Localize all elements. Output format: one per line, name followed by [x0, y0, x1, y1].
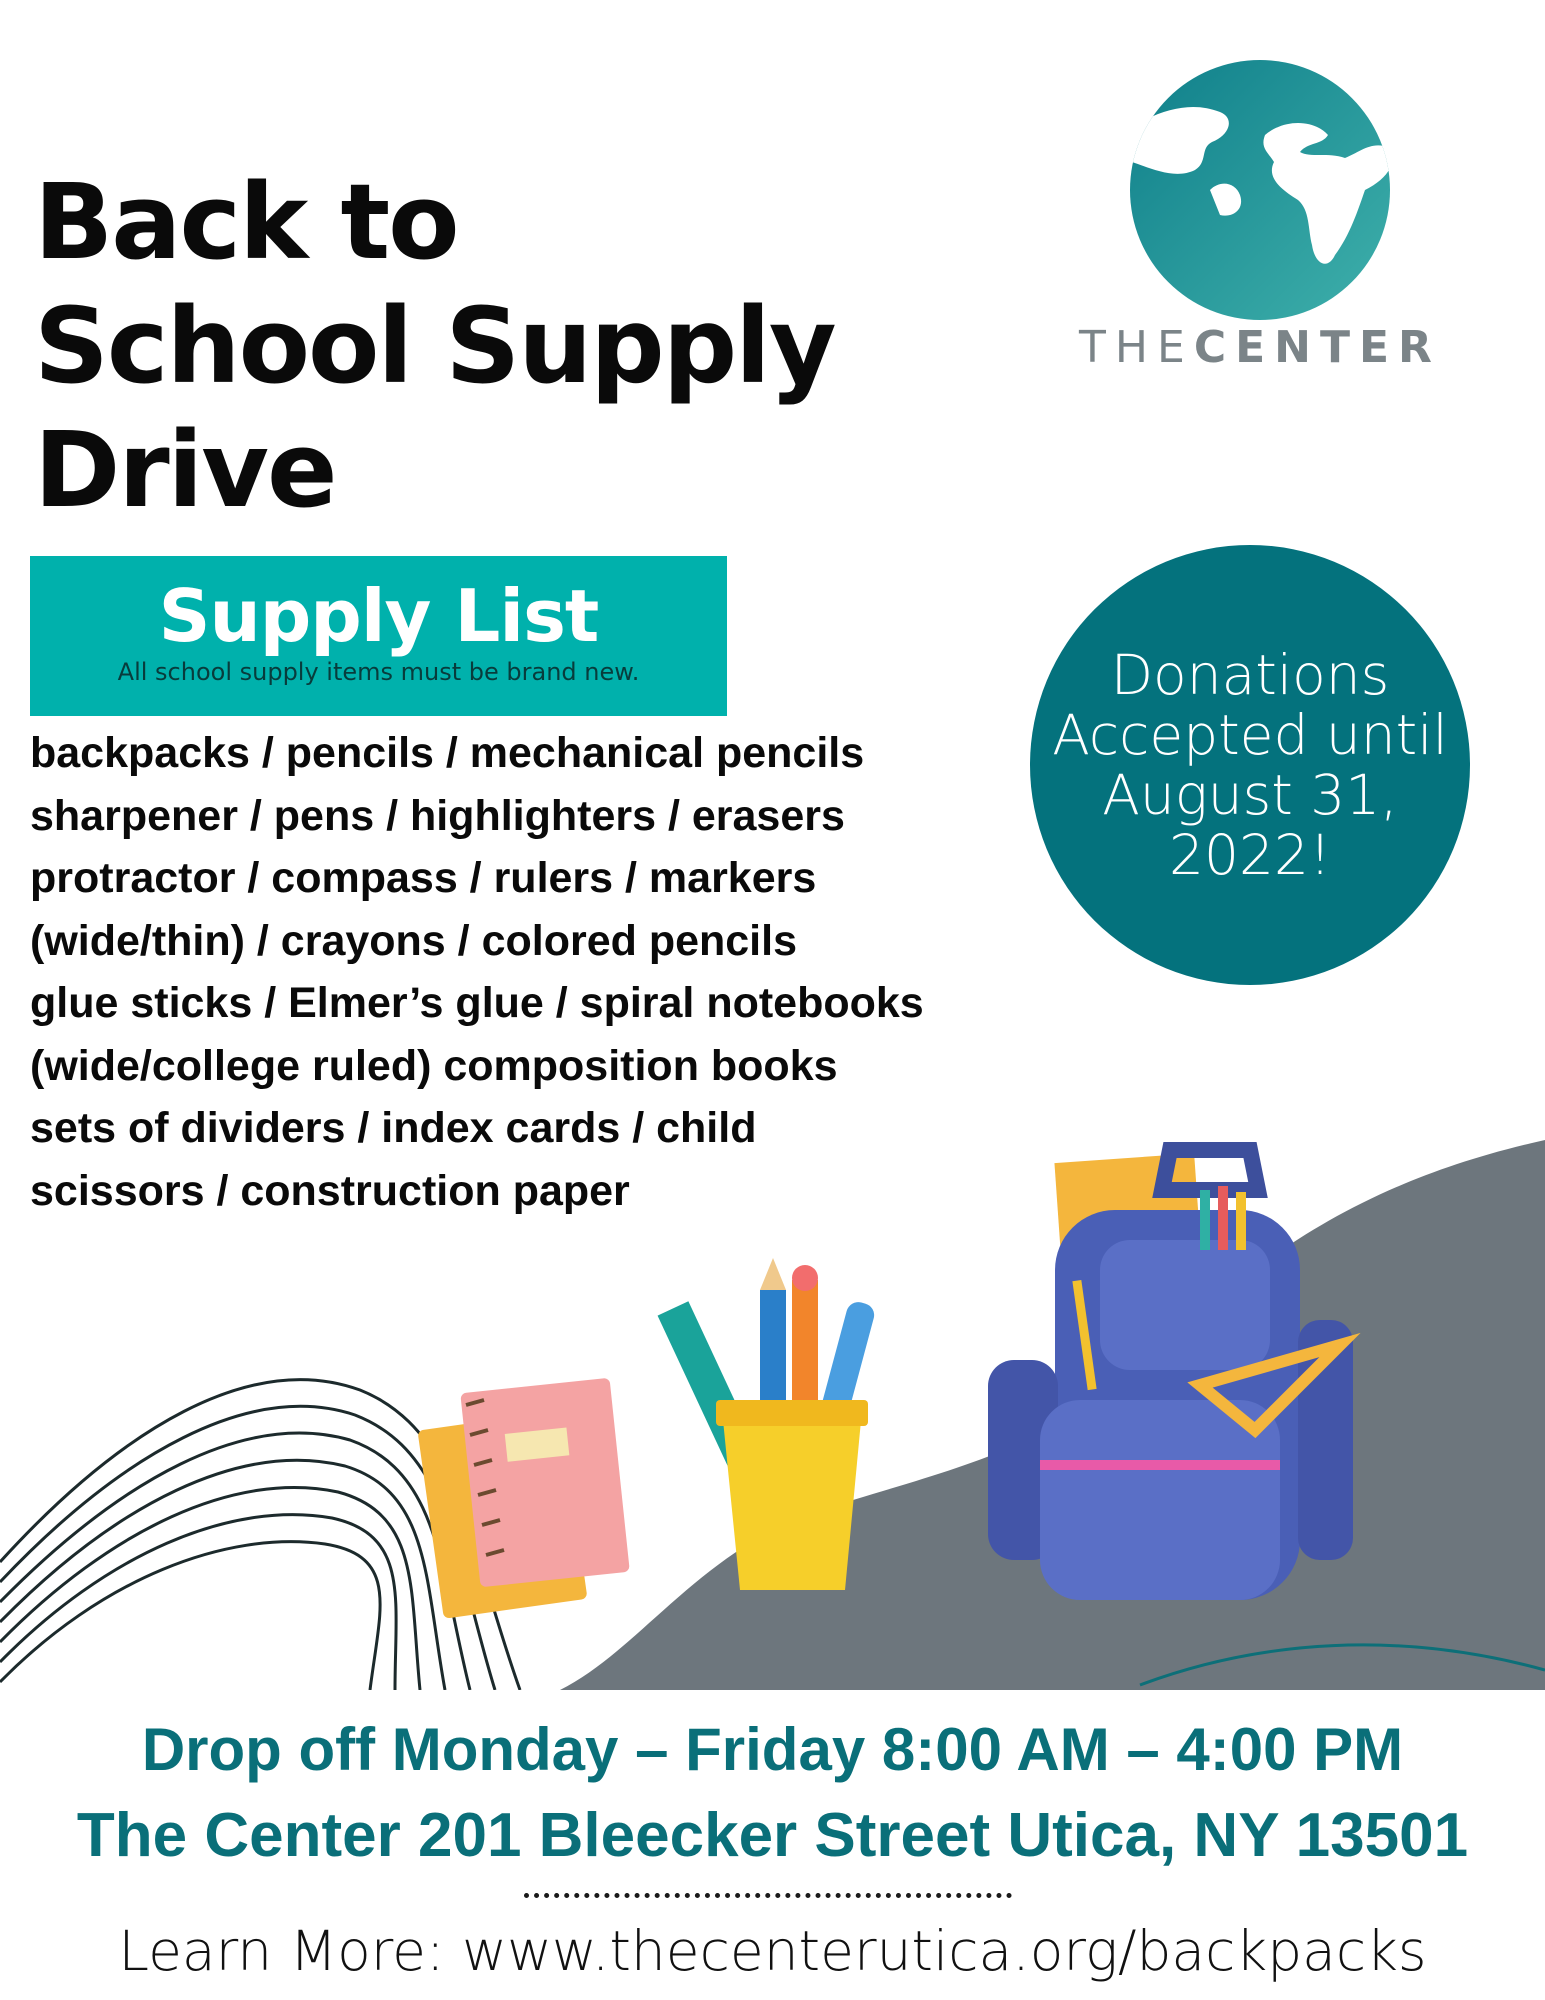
logo-wordmark [1060, 322, 1460, 373]
supply-list-header [30, 556, 727, 716]
supply-item: scissors / construction paper [30, 1166, 630, 1215]
supply-item: glue sticks / Elmer’s glue / spiral notebooks [30, 979, 924, 1027]
dotted-divider [524, 1893, 1012, 1898]
dropoff-address: The Center 201 Bleecker Street Utica, NY 13501 [76, 1801, 1469, 1870]
title-line-1: Back to [34, 161, 458, 283]
deadline-text: Donations Accepted until August 31, 2022! [1052, 643, 1448, 887]
title-line-2: School Supply [34, 285, 835, 407]
supply-list-title: Supply List [158, 574, 599, 658]
supply-item: sharpener / pens / highlighters / erasers [30, 791, 845, 840]
supply-list-note: All school supply items must be brand new. [117, 658, 640, 686]
dropoff-hours: Drop off Monday – Friday 8:00 AM – 4:00 PM [141, 1716, 1404, 1783]
supply-item: backpacks / pencils / mechanical pencils [30, 729, 865, 777]
logo-word-bold: CENTER [1193, 322, 1441, 373]
supply-item: (wide/college ruled) composition books [30, 1041, 838, 1090]
learn-more-link[interactable]: Learn More: www.thecenterutica.org/backpacks [118, 1919, 1427, 1983]
supply-item: sets of dividers / index cards / child [30, 1104, 757, 1152]
logo-word-light: THE [1079, 322, 1194, 373]
notebooks-icon [417, 1378, 629, 1619]
page-title [34, 160, 994, 532]
supply-item: (wide/thin) / crayons / colored pencils [30, 916, 797, 965]
title-line-3: Drive [34, 409, 336, 531]
pencil-cup-icon [658, 1258, 877, 1590]
illustration-scene [0, 1130, 1545, 1690]
deadline-badge [1030, 545, 1470, 985]
supply-item: protractor / compass / rulers / markers [30, 854, 817, 902]
backpack-icon [988, 1150, 1353, 1600]
